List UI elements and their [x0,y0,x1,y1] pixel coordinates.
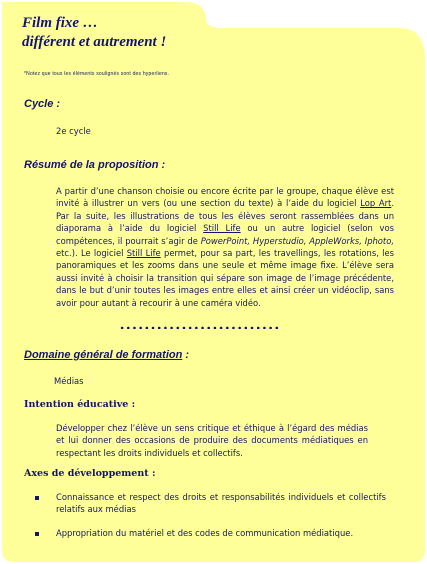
domaine-heading [24,349,189,361]
page-title [22,14,166,52]
cycle-heading: Cycle : [24,98,61,110]
resume-text-2: . Par la suite, les illustrations de tous les élèves seront rassemblées dans un diaporama à l’aide du logiciel [56,198,395,234]
intention-text: Développer chez l’élève un sens critique et éthique à l’égard des médias et lui donner des occasions de produire des documents médiatiques en respectant les droits individuels et collectifs. [56,423,368,458]
resume-heading: Résumé de la proposition : [24,159,166,171]
resume-text-4: etc.). Le logiciel [56,248,127,259]
resume-text-3: ou un autre logiciel (selon vos compétences, il pourrait s’agir de [56,223,394,246]
axes-item-1: Connaissance et respect des droits et responsabilités individuels et collectifs relatifs aux médias [56,492,386,515]
resume-text-1: A partir d’une chanson choisie ou encore écrite par le groupe, chaque élève est invité à illustrer un vers (ou une section du texte) à l’aide du logiciel [56,186,394,209]
title-line-2: différent et autrement ! [22,34,167,50]
domaine-heading-suffix: : [182,349,190,361]
bullet-marker [35,496,39,500]
intention-heading: Intention éducative : [24,399,136,410]
software-list: PowerPoint, Hyperstudio, AppleWorks, Iphoto, [200,235,395,246]
cycle-value: 2e cycle [56,126,91,136]
still-life-link[interactable]: Still Life [203,223,241,234]
axes-heading: Axes de développement : [24,468,156,479]
dotted-divider [119,326,281,329]
resume-text-5: permet, pour sa part, les travellings, les rotations, les panoramiques et les zooms dans une seule et même image fixe. L’élève sera aussi invité à choisir la transition qui sépare son image de l’image précédente, dans le but d’unir toutes les images entre elles et ainsi créer un vidéoclip, sans avoir pour autant à recourir à une caméra vidéo. [56,248,395,308]
domaine-link[interactable]: Domaine général de formation [24,349,183,361]
resume-paragraph [56,185,394,309]
title-line-1: Film fixe … [22,15,98,31]
lop-art-link[interactable]: Lop Art [360,198,392,209]
info-card [2,2,425,562]
still-life-link-2[interactable]: Still Life [126,248,161,259]
hyperlink-note: *Notez que tous les éléments soulignés sont des hyperliens. [24,71,170,77]
bullet-marker [35,532,39,536]
domaine-value: Médias [54,376,84,386]
axes-item-2: Appropriation du matériel et des codes de communication médiatique. [56,528,354,538]
